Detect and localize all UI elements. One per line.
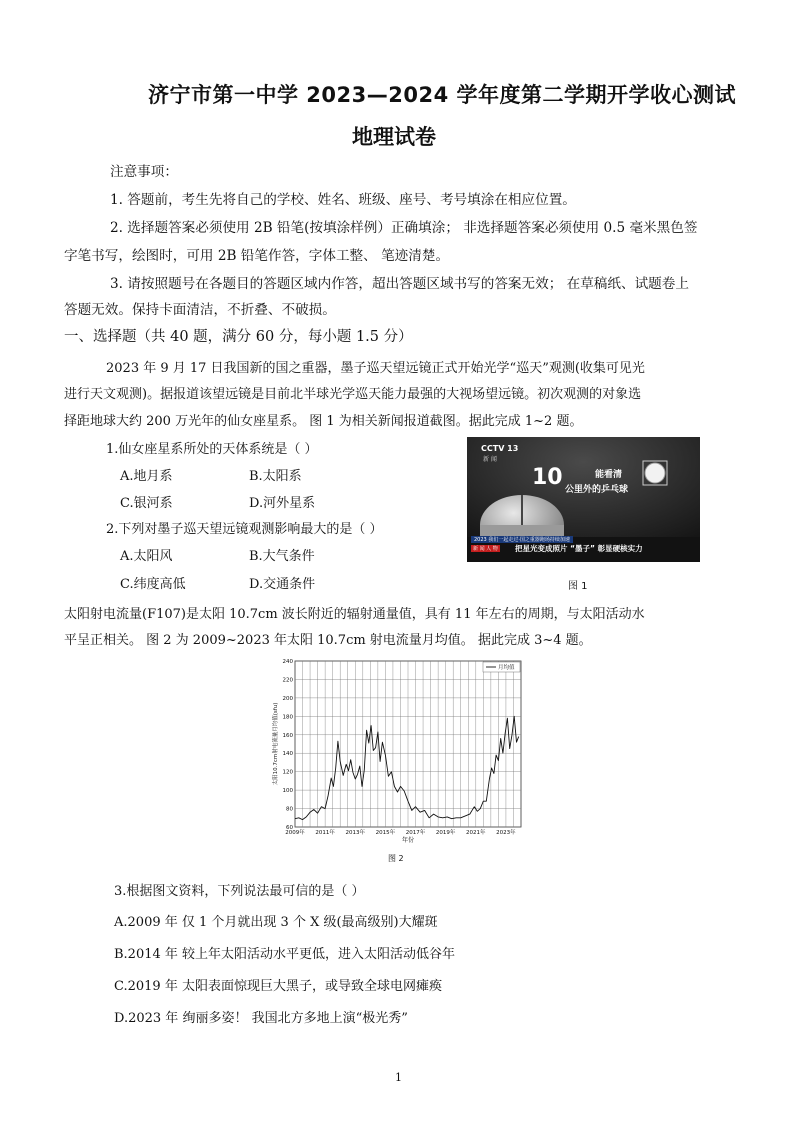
banner-main: 把星光变成照片 “墨子” 彰显硬核实力	[515, 544, 643, 553]
question-3-option-d: D.2023 年 绚丽多姿！ 我国北方多地上演“极光秀”	[114, 1011, 408, 1026]
question-1-option-a: A.地月系	[120, 469, 173, 484]
question-2-option-d: D.交通条件	[249, 577, 316, 592]
notes-item-1: 1. 答题前，考生先将自己的学校、姓名、班级、座号、考号填涂在相应位置。	[110, 192, 576, 208]
question-3-stem: 3.根据图文资料，下列说法最可信的是（ ）	[114, 884, 365, 899]
notes-heading: 注意事项：	[110, 164, 178, 180]
question-3-option-b: B.2014 年 较上年太阳活动水平更低，进入太阳活动低谷年	[114, 947, 456, 962]
figure-2-caption: 图 2	[388, 854, 404, 863]
figure-1-news-screenshot	[467, 437, 700, 562]
question-2-option-a: A.太阳风	[120, 549, 173, 564]
section-heading: 一、选择题（共 40 题，满分 60 分，每小题 1.5 分）	[64, 329, 413, 345]
passage-2-line-2: 平呈正相关。 图 2 为 2009~2023 年太阳 10.7cm 射电流量月均值。 据此完成 3~4 题。	[64, 633, 592, 648]
page-number: 1	[395, 1071, 402, 1084]
question-1-option-b: B.太阳系	[249, 469, 302, 484]
x-tick-label: 2015年	[375, 830, 396, 836]
y-tick-label: 240	[282, 659, 293, 665]
question-2-stem: 2.下列对墨子巡天望远镜观测影响最大的是（ ）	[106, 522, 383, 537]
y-axis-label: 太阳10.7cm射电流量月均值(sfu)	[273, 702, 279, 786]
x-tick-label: 2019年	[435, 830, 456, 836]
question-1-stem: 1.仙女座星系所处的天体系统是（ ）	[106, 442, 318, 457]
question-2-option-c: C.纬度高低	[120, 577, 186, 592]
y-tick-label: 160	[282, 732, 293, 739]
x-tick-label: 2011年	[315, 830, 335, 836]
x-tick-label: 2017年	[405, 830, 426, 836]
y-tick-label: 200	[282, 695, 293, 702]
ticker-label: 新 闻 人 物	[473, 546, 498, 552]
y-tick-label: 120	[282, 769, 293, 776]
question-1-option-d: D.河外星系	[249, 496, 316, 511]
figure-2-chart	[268, 655, 528, 855]
cctv-logo-sub: 新 闻	[483, 456, 497, 463]
question-1-option-c: C.银河系	[120, 496, 173, 511]
y-tick-label: 220	[282, 677, 293, 684]
y-tick-label: 100	[282, 788, 293, 795]
y-tick-label: 60	[286, 825, 293, 831]
notes-item-2-line-1: 2. 选择题答案必须使用 2B 铅笔(按填涂样例）正确填涂； 非选择题答案必须使用 0.5 毫米黑色签	[110, 220, 698, 236]
question-3-option-c: C.2019 年 太阳表面惊现巨大黑子，或导致全球电网瘫痪	[114, 979, 442, 994]
notes-item-3-line-2: 答题无效。保持卡面清洁，不折叠、不破损。	[64, 302, 336, 318]
passage-2-line-1: 太阳射电流量(F107)是太阳 10.7cm 波长附近的辐射通量值，具有 11 年左右的周期，与太阳活动水	[64, 607, 645, 622]
banner-top: 2023 我们一起走过·国之重器跑场持续加速	[471, 536, 573, 543]
figure-1-caption: 图 1	[568, 581, 588, 592]
x-tick-label: 2023年	[496, 830, 516, 836]
y-tick-label: 180	[282, 714, 293, 721]
headline-line-1: 能看清	[595, 470, 623, 480]
exam-subtitle: 地理试卷	[352, 125, 436, 149]
headline-number: 10	[532, 465, 563, 490]
notes-item-2-line-2: 字笔书写，绘图时，可用 2B 铅笔作答，字体工整、 笔迹清楚。	[64, 248, 450, 264]
passage-1-line-3: 择距地球大约 200 万光年的仙女座星系。 图 1 为相关新闻报道截图。据此完成 1~2 题。	[64, 414, 583, 429]
cctv-logo: CCTV 13	[481, 444, 519, 453]
exam-title: 济宁市第一中学 2023—2024 学年度第二学期开学收心测试	[148, 83, 737, 107]
headline-line-2: 公里外的乒乓球	[565, 485, 629, 495]
x-tick-label: 2013年	[345, 830, 366, 836]
y-tick-label: 80	[286, 806, 293, 813]
y-tick-label: 140	[282, 751, 293, 758]
notes-item-3-line-1: 3. 请按照题号在各题目的答题区域内作答，超出答题区域书写的答案无效； 在草稿纸、试题卷上	[110, 276, 689, 292]
x-axis-label: 年份	[401, 837, 415, 844]
legend-label: 月均值	[498, 665, 515, 671]
passage-1-line-1: 2023 年 9 月 17 日我国新的国之重器，墨子巡天望远镜正式开始光学“巡天”观测(收集可见光	[106, 361, 645, 376]
question-3-option-a: A.2009 年 仅 1 个月就出现 3 个 X 级(最高级别)大耀斑	[114, 915, 438, 930]
passage-1-line-2: 进行天文观测)。据报道该望远镜是目前北半球光学巡天能力最强的大视场望远镜。初次观测的对象选	[64, 387, 642, 402]
question-2-option-b: B.大气条件	[249, 549, 315, 564]
x-tick-label: 2009年	[285, 830, 305, 836]
x-tick-label: 2021年	[466, 830, 486, 836]
